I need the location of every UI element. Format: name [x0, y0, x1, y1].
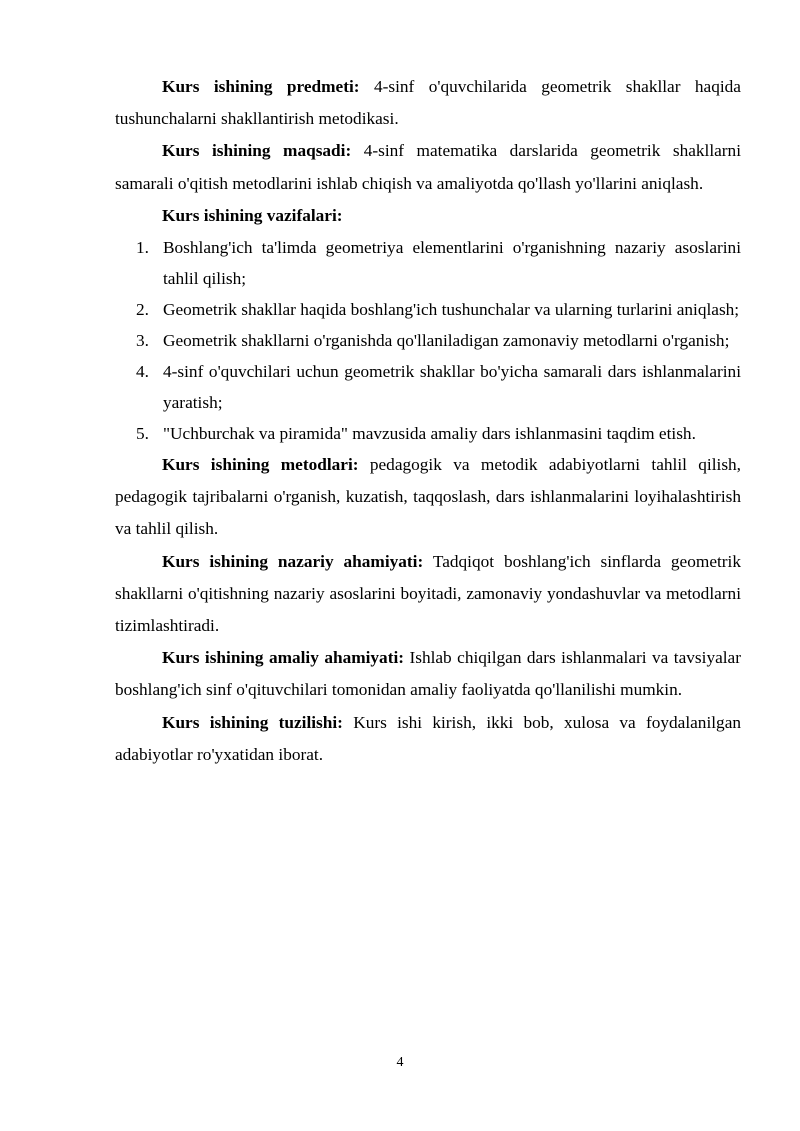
tasks-heading: Kurs ishining vazifalari: — [162, 205, 343, 225]
paragraph-subject — [115, 71, 741, 135]
paragraph-goal — [115, 135, 741, 199]
paragraph-label: Kurs ishining predmeti: — [162, 77, 360, 96]
paragraph-text: pedagogik va metodik adabiyotlarni tahlil qilish, pedagogik tajribalarni o'rganish, kuzatish, taqqoslash, dars ishlanmalarini loyihalashtirish va tahlil qilish. — [115, 455, 742, 539]
list-item-text: Geometrik shakllarni o'rganishda qo'llaniladigan zamonaviy metodlarni o'rganish; — [163, 331, 730, 351]
paragraph-label: Kurs ishining metodlari: — [162, 455, 359, 475]
paragraph-label: Kurs ishining tuzilishi: — [162, 712, 343, 732]
paragraph-methods — [115, 449, 741, 546]
list-item — [115, 418, 741, 449]
list-item-text: 4-sinf o'quvchilari uchun geometrik shakllar bo'yicha samarali dars ishlanmalarini yaratish; — [163, 362, 741, 413]
list-item — [115, 232, 741, 294]
paragraph-label: Kurs ishining nazariy ahamiyati: — [162, 551, 424, 571]
paragraph-label: Kurs ishining maqsadi: — [162, 141, 352, 161]
tasks-list — [115, 232, 741, 449]
paragraph-theoretical-significance — [115, 546, 741, 643]
paragraph-structure — [115, 707, 741, 771]
list-item-number: 5. — [136, 424, 149, 444]
body-text — [115, 71, 741, 771]
list-item-text: Boshlang'ich ta'limda geometriya elementlarini o'rganishning nazariy asoslarini tahlil qilish; — [163, 238, 741, 289]
paragraph-practical-significance — [115, 642, 741, 706]
list-item-number: 4. — [136, 362, 149, 382]
list-item — [115, 356, 741, 418]
paragraph-text: Tadqiqot boshlang'ich sinflarda geometrik shakllarni o'qitishning nazariy asoslarini boyitadi, zamonaviy yondashuvlar va metodlarni tizimlashtiradi. — [115, 551, 741, 636]
page-number: 4 — [396, 1055, 404, 1070]
paragraph-text: 4-sinf o'quvchilarida geometrik shakllar haqida tushunchalarni shakllantirish metodikasi. — [115, 77, 741, 129]
list-item-number: 2. — [136, 300, 149, 320]
paragraph-text: Kurs ishi kirish, ikki bob, xulosa va foydalanilgan adabiyotlar ro'yxatidan iborat. — [115, 712, 741, 764]
list-item — [115, 325, 741, 356]
paragraph-text: Ishlab chiqilgan dars ishlanmalari va tavsiyalar boshlang'ich sinf o'qituvchilari tomonidan amaliy faoliyatda qo'llanilishi mumkin. — [115, 648, 741, 700]
list-item — [115, 294, 741, 325]
list-item-number: 3. — [136, 331, 149, 351]
list-item-text: Geometrik shakllar haqida boshlang'ich tushunchalar va ularning turlarini aniqlash; — [163, 300, 740, 320]
list-item-text: "Uchburchak va piramida" mavzusida amaliy dars ishlanmasini taqdim etish. — [163, 424, 696, 444]
list-item-number: 1. — [136, 238, 149, 258]
paragraph-label: Kurs ishining amaliy ahamiyati: — [162, 648, 405, 668]
paragraph-text: 4-sinf matematika darslarida geometrik shakllarni samarali o'qitish metodlarini ishlab chiqish va amaliyotda qo'llash yo'llarini aniqlash. — [115, 141, 741, 193]
